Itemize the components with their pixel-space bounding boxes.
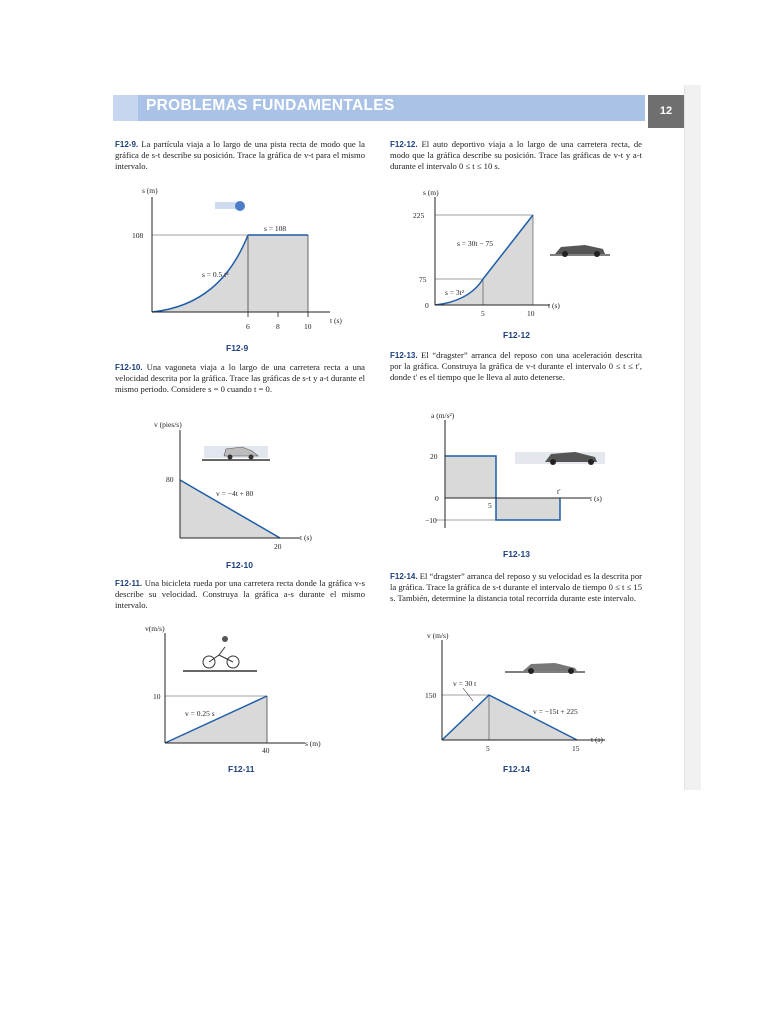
figure-f12-11 [145, 625, 345, 755]
x-axis-label: t (s) [548, 301, 560, 310]
problem-id: F12-13. [390, 351, 418, 360]
y-tick-108: 108 [132, 231, 144, 240]
flat-label: s = 108 [264, 224, 287, 233]
x-axis-label: t (s) [330, 316, 342, 325]
caption-f12-12: F12-12 [503, 330, 530, 340]
problem-id: F12-9. [115, 140, 139, 149]
y-tick-0: 0 [435, 494, 439, 503]
y-tick-150: 150 [425, 691, 437, 700]
problem-f12-14 [390, 571, 642, 604]
curve-label: s = 0.5 t³ [202, 270, 229, 279]
y-axis-label: v (m/s) [427, 631, 449, 640]
problem-id: F12-10. [115, 363, 143, 372]
figure-f12-13 [405, 408, 635, 533]
y-axis-label: s (m) [142, 186, 158, 195]
figure-f12-9 [130, 185, 360, 335]
y-tick-225: 225 [413, 211, 425, 220]
curve-label: s = 3t² [445, 288, 464, 297]
problem-text: La partícula viaja a lo largo de una pista recta de modo que la gráfica de s-t describe su posición. Trace la gráfica de v-t para el mismo intervalo. [115, 139, 365, 171]
x-tick-8: 8 [276, 322, 280, 331]
line-label: s = 30t − 75 [457, 239, 493, 248]
problem-text: El “dragster” arranca del reposo y su velocidad es la descrita por la gráfica. Trace la gráfica de s-t durante el intervalo de tiempo 0 ≤ t ≤ 15 s. También, determine la distancia total recorrida durante este intervalo. [390, 571, 642, 603]
ball-icon [235, 201, 245, 211]
header-swatch [113, 95, 138, 121]
y-tick-10: 10 [153, 692, 161, 701]
problem-f12-10 [115, 362, 365, 395]
page-edge [684, 85, 701, 790]
y-axis-label: a (m/s²) [431, 411, 455, 420]
caption-f12-11: F12-11 [228, 764, 255, 774]
x-tick-6: 6 [246, 322, 250, 331]
x-tick-10: 10 [527, 309, 535, 318]
x-axis-label: t (s) [590, 494, 602, 503]
x-tick-10: 10 [304, 322, 312, 331]
x-tick-5: 5 [488, 501, 492, 510]
problem-text: El “dragster” arranca del reposo con una aceleración descrita por la gráfica. Construya la gráfica de v-t durante el intervalo 0 ≤ t ≤ t′, donde t′ es el tiempo que le lleva al auto detenerse. [390, 350, 642, 382]
line-label: v = 0.25 s [185, 709, 215, 718]
problem-text: Una vagoneta viaja a lo largo de una carretera recta a una velocidad descrita por la gráfica. Trace las gráficas de s-t y a-t durante el mismo periodo. Considere s = 0 cuando t = 0. [115, 362, 365, 394]
figure-f12-10 [150, 418, 330, 551]
y-tick-80: 80 [166, 475, 174, 484]
bicycle-icon [203, 636, 239, 668]
problem-f12-9 [115, 139, 365, 172]
y-tick-minus-10: −10 [425, 516, 437, 525]
problem-f12-12 [390, 139, 642, 172]
y-tick-0: 0 [425, 301, 429, 310]
problem-f12-13 [390, 350, 642, 383]
x-tick-20: 20 [274, 542, 282, 551]
x-tick-t-prime: t′ [557, 487, 561, 496]
y-axis-label: v (pies/s) [154, 420, 182, 429]
section-title: PROBLEMAS FUNDAMENTALES [146, 97, 395, 114]
x-tick-5: 5 [481, 309, 485, 318]
problem-id: F12-11. [115, 579, 143, 588]
caption-f12-14: F12-14 [503, 764, 530, 774]
figure-f12-14 [405, 628, 635, 758]
caption-f12-13: F12-13 [503, 549, 530, 559]
y-tick-20: 20 [430, 452, 438, 461]
x-axis-label: t (s) [591, 735, 603, 744]
line-label: v = −4t + 80 [216, 489, 254, 498]
fall-label: v = −15t + 225 [533, 707, 578, 716]
problem-text: El auto deportivo viaja a lo largo de una carretera recta, de modo que la gráfica describe su posición. Trace las gráficas de v-t y a-t durante el intervalo 0 ≤ t ≤ 10 s. [390, 139, 642, 171]
x-tick-5: 5 [486, 744, 490, 753]
caption-f12-10: F12-10 [226, 560, 253, 570]
x-tick-15: 15 [572, 744, 580, 753]
x-axis-label: s (m) [305, 739, 321, 748]
problem-text: Una bicicleta rueda por una carretera recta donde la gráfica v-s describe su velocidad. Construya la gráfica a-s durante el mismo intervalo. [115, 578, 365, 610]
problem-id: F12-12. [390, 140, 418, 149]
x-tick-40: 40 [262, 746, 270, 755]
caption-f12-9: F12-9 [226, 343, 249, 353]
y-axis-label: s (m) [423, 188, 439, 197]
page-number-tab: 12 [648, 95, 684, 128]
problem-f12-11 [115, 578, 365, 611]
y-tick-75: 75 [419, 275, 427, 284]
problem-id: F12-14. [390, 572, 418, 581]
rise-label: v = 30 t [453, 679, 477, 688]
figure-f12-12 [405, 185, 635, 320]
x-axis-label: t (s) [300, 533, 312, 542]
y-axis-label: v(m/s) [145, 624, 165, 633]
